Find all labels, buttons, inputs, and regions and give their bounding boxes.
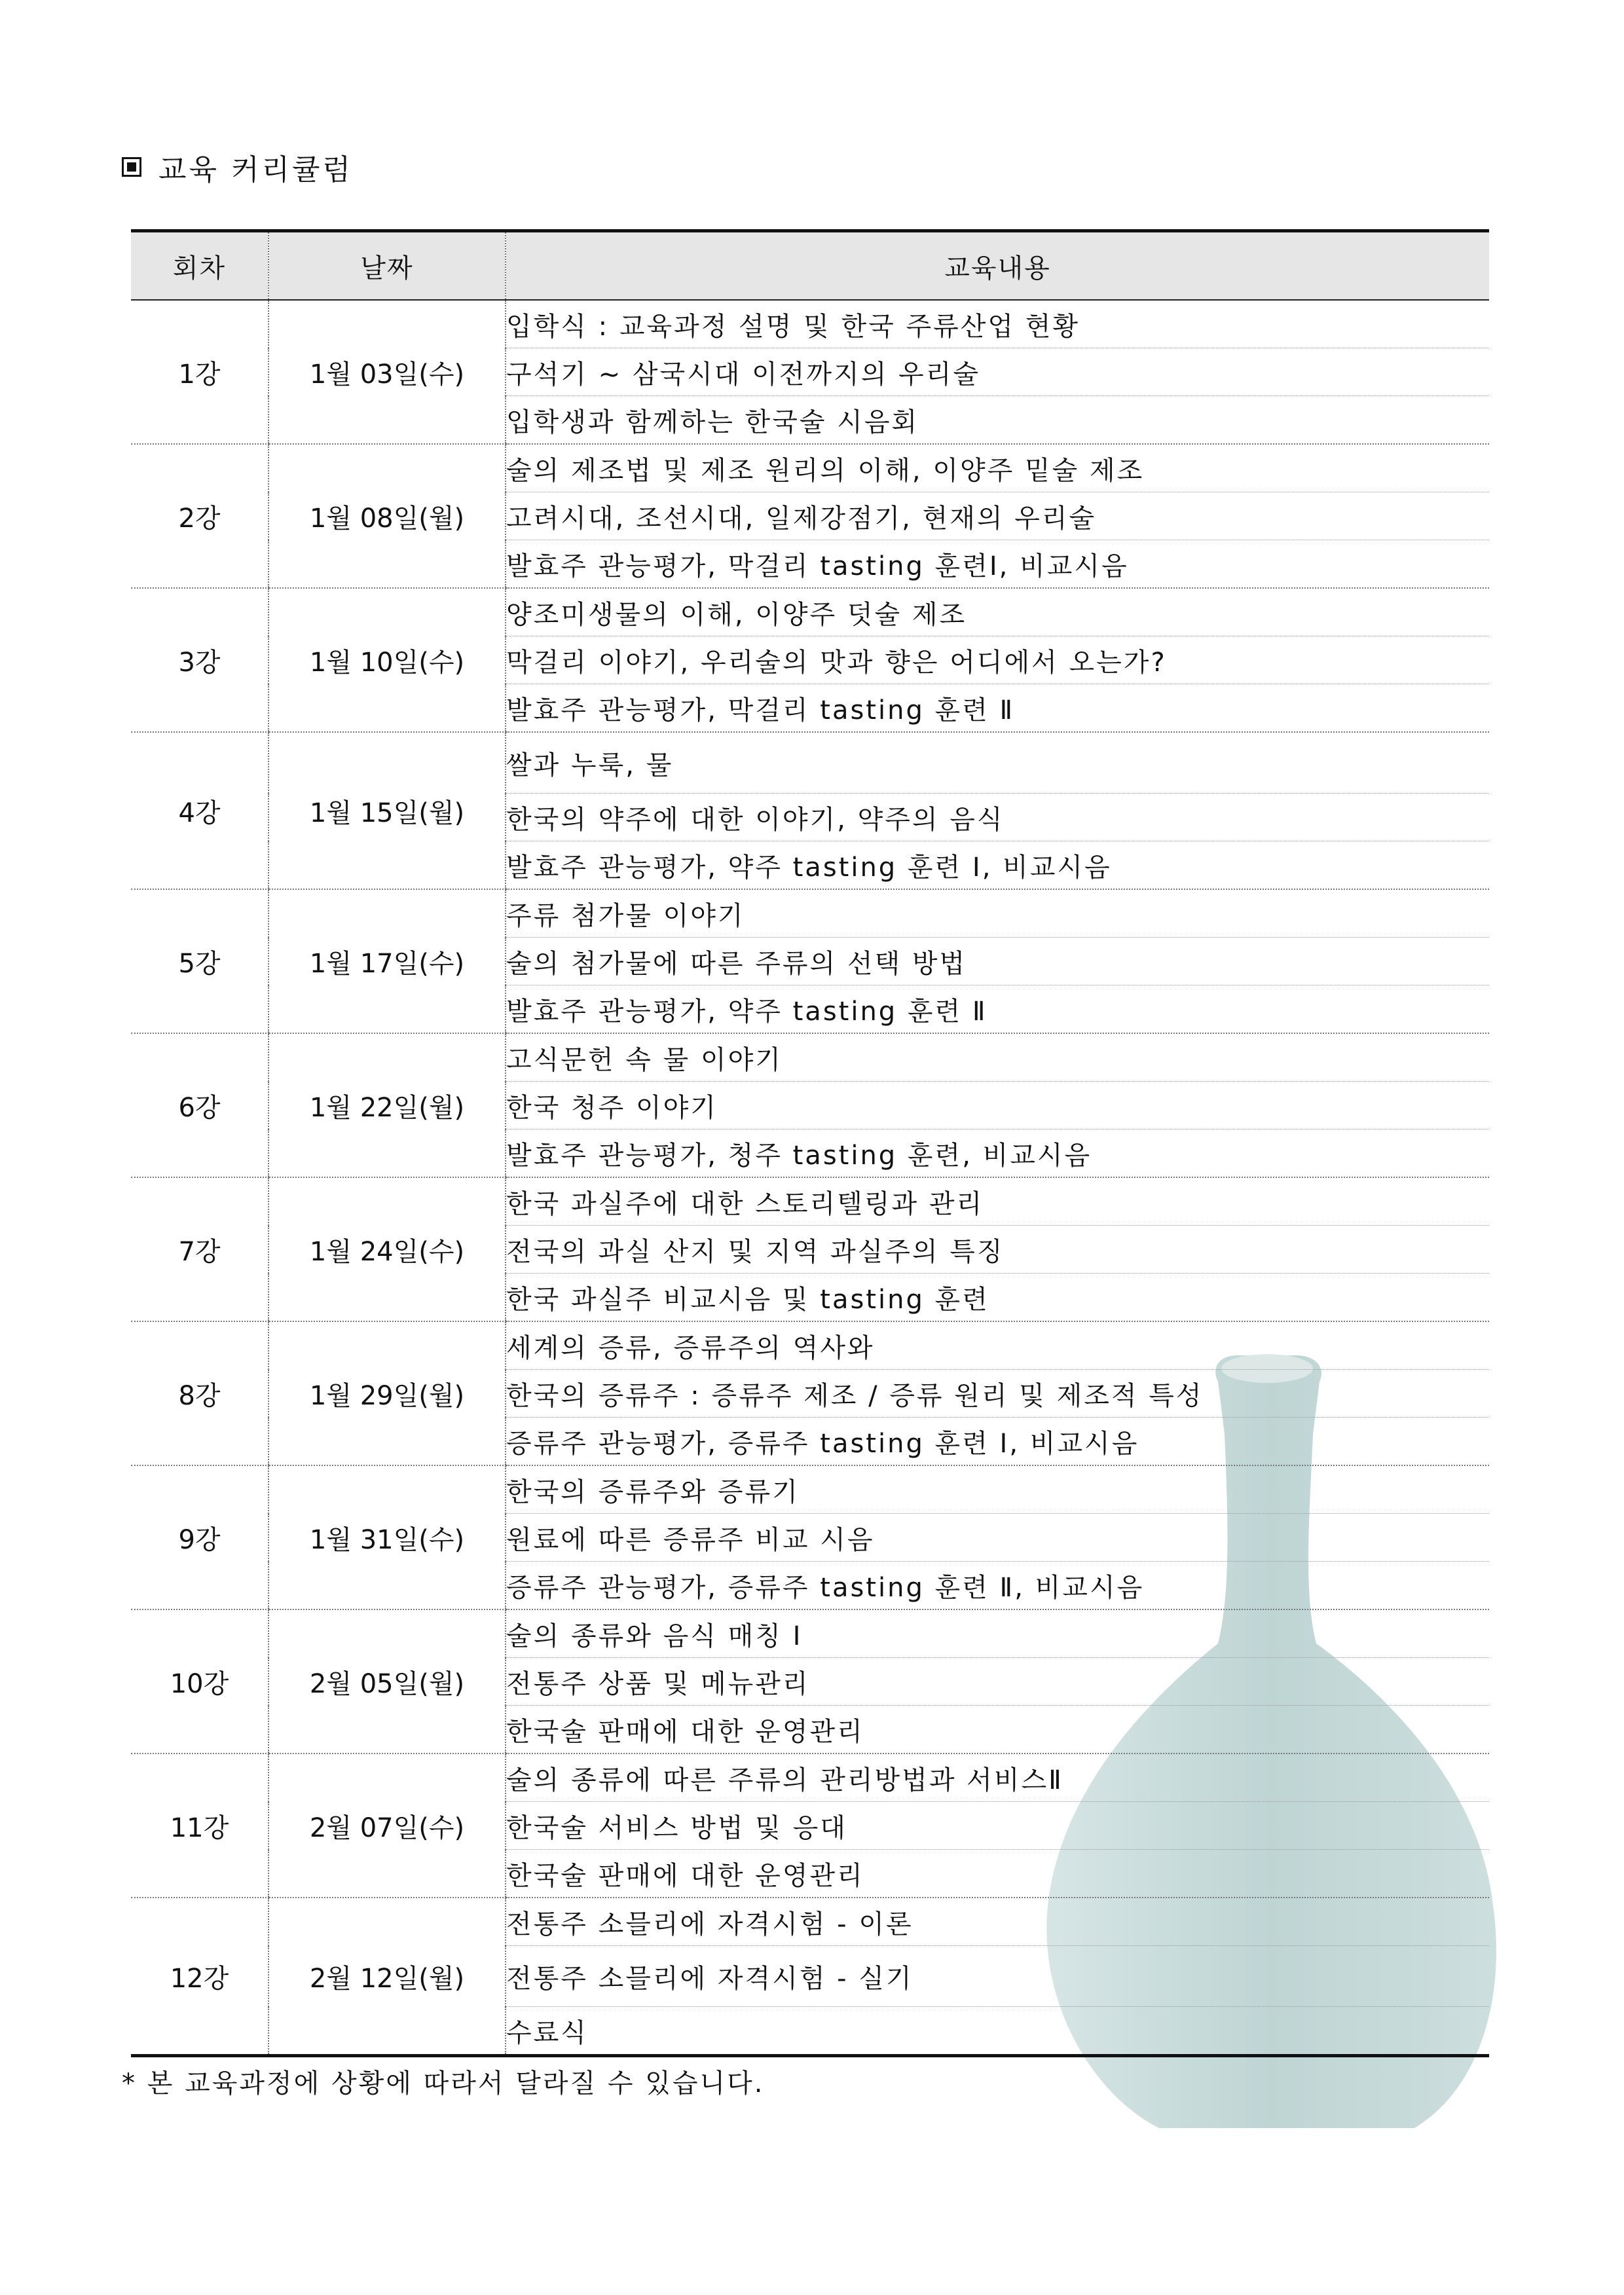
- curriculum-table: [131, 229, 1489, 2057]
- content-cell: 증류주 관능평가, 증류주 tasting 훈련 Ⅰ, 비교시음: [506, 1418, 1489, 1466]
- content-cell: 한국술 판매에 대한 운영관리: [506, 1706, 1489, 1754]
- content-cell: 술의 종류에 따른 주류의 관리방법과 서비스Ⅱ: [506, 1753, 1489, 1802]
- content-cell: 술의 첨가물에 따른 주류의 선택 방법: [506, 938, 1489, 985]
- section-title-text: 교육 커리큘럼: [158, 153, 354, 187]
- content-cell: 한국의 증류주와 증류기: [506, 1465, 1489, 1514]
- date-cell: 1월 15일(월): [268, 732, 506, 889]
- date-cell: 1월 10일(수): [268, 588, 506, 732]
- content-cell: 양조미생물의 이해, 이양주 덧술 제조: [506, 588, 1489, 636]
- session-cell: 2강: [131, 444, 268, 588]
- content-cell: 술의 종류와 음식 매칭 Ⅰ: [506, 1609, 1489, 1658]
- table-row: [131, 732, 1489, 794]
- session-cell: 6강: [131, 1033, 268, 1177]
- date-cell: 2월 07일(수): [268, 1753, 506, 1898]
- header-date: 날짜: [268, 231, 506, 301]
- table-row: [131, 1465, 1489, 1514]
- content-cell: 입학식 : 교육과정 설명 및 한국 주류산업 현황: [506, 300, 1489, 348]
- content-cell: 발효주 관능평가, 약주 tasting 훈련 Ⅰ, 비교시음: [506, 841, 1489, 890]
- content-cell: 막걸리 이야기, 우리술의 맛과 향은 어디에서 오는가?: [506, 636, 1489, 684]
- content-cell: 한국 과실주에 대한 스토리텔링과 관리: [506, 1177, 1489, 1226]
- session-cell: 12강: [131, 1898, 268, 2056]
- content-cell: 발효주 관능평가, 막걸리 tasting 훈련Ⅰ, 비교시음: [506, 540, 1489, 589]
- date-cell: 1월 31일(수): [268, 1465, 506, 1609]
- table-row: [131, 444, 1489, 492]
- date-cell: 1월 24일(수): [268, 1177, 506, 1321]
- session-cell: 1강: [131, 300, 268, 444]
- content-cell: 고려시대, 조선시대, 일제강점기, 현재의 우리술: [506, 492, 1489, 540]
- table-row: [131, 1753, 1489, 1802]
- table-row: [131, 1898, 1489, 1946]
- date-cell: 1월 03일(수): [268, 300, 506, 444]
- content-cell: 전통주 소믈리에 자격시험 - 실기: [506, 1946, 1489, 2007]
- filled-square-icon: [122, 157, 141, 177]
- session-cell: 7강: [131, 1177, 268, 1321]
- content-cell: 주류 첨가물 이야기: [506, 889, 1489, 938]
- table-row: [131, 1321, 1489, 1370]
- table-header-row: [131, 231, 1489, 301]
- content-cell: 한국 과실주 비교시음 및 tasting 훈련: [506, 1274, 1489, 1322]
- date-cell: 1월 22일(월): [268, 1033, 506, 1177]
- session-cell: 10강: [131, 1609, 268, 1753]
- session-cell: 4강: [131, 732, 268, 889]
- session-cell: 5강: [131, 889, 268, 1033]
- table-row: [131, 1033, 1489, 1082]
- content-cell: 한국술 서비스 방법 및 응대: [506, 1802, 1489, 1850]
- header-content: 교육내용: [506, 231, 1489, 301]
- content-cell: 입학생과 함께하는 한국술 시음회: [506, 396, 1489, 445]
- content-cell: 술의 제조법 및 제조 원리의 이해, 이양주 밑술 제조: [506, 444, 1489, 492]
- date-cell: 2월 05일(월): [268, 1609, 506, 1753]
- content-cell: 발효주 관능평가, 청주 tasting 훈련, 비교시음: [506, 1129, 1489, 1178]
- content-cell: 한국술 판매에 대한 운영관리: [506, 1850, 1489, 1898]
- content-cell: 쌀과 누룩, 물: [506, 732, 1489, 794]
- date-cell: 1월 08일(월): [268, 444, 506, 588]
- content-cell: 한국의 증류주 : 증류주 제조 / 증류 원리 및 제조적 특성: [506, 1370, 1489, 1418]
- date-cell: 1월 17일(수): [268, 889, 506, 1033]
- content-cell: 발효주 관능평가, 막걸리 tasting 훈련 Ⅱ: [506, 684, 1489, 733]
- table-row: [131, 1609, 1489, 1658]
- date-cell: 2월 12일(월): [268, 1898, 506, 2056]
- session-cell: 8강: [131, 1321, 268, 1465]
- footnote: * 본 교육과정에 상황에 따라서 달라질 수 있습니다.: [122, 2068, 765, 2099]
- content-cell: 세계의 증류, 증류주의 역사와: [506, 1321, 1489, 1370]
- content-cell: 한국의 약주에 대한 이야기, 약주의 음식: [506, 794, 1489, 841]
- header-session: 회차: [131, 231, 268, 301]
- content-cell: 고식문헌 속 물 이야기: [506, 1033, 1489, 1082]
- table-row: [131, 889, 1489, 938]
- content-cell: 수료식: [506, 2007, 1489, 2056]
- session-cell: 11강: [131, 1753, 268, 1898]
- content-cell: 전통주 소믈리에 자격시험 - 이론: [506, 1898, 1489, 1946]
- session-cell: 3강: [131, 588, 268, 732]
- content-cell: 발효주 관능평가, 약주 tasting 훈련 Ⅱ: [506, 985, 1489, 1034]
- table-row: [131, 1177, 1489, 1226]
- content-cell: 구석기 ~ 삼국시대 이전까지의 우리술: [506, 348, 1489, 396]
- content-cell: 전국의 과실 산지 및 지역 과실주의 특징: [506, 1226, 1489, 1274]
- content-cell: 원료에 따른 증류주 비교 시음: [506, 1514, 1489, 1562]
- session-cell: 9강: [131, 1465, 268, 1609]
- content-cell: 전통주 상품 및 메뉴관리: [506, 1658, 1489, 1706]
- section-title: [122, 144, 353, 190]
- table-row: [131, 588, 1489, 636]
- content-cell: 증류주 관능평가, 증류주 tasting 훈련 Ⅱ, 비교시음: [506, 1562, 1489, 1610]
- date-cell: 1월 29일(월): [268, 1321, 506, 1465]
- table-row: [131, 300, 1489, 348]
- content-cell: 한국 청주 이야기: [506, 1082, 1489, 1129]
